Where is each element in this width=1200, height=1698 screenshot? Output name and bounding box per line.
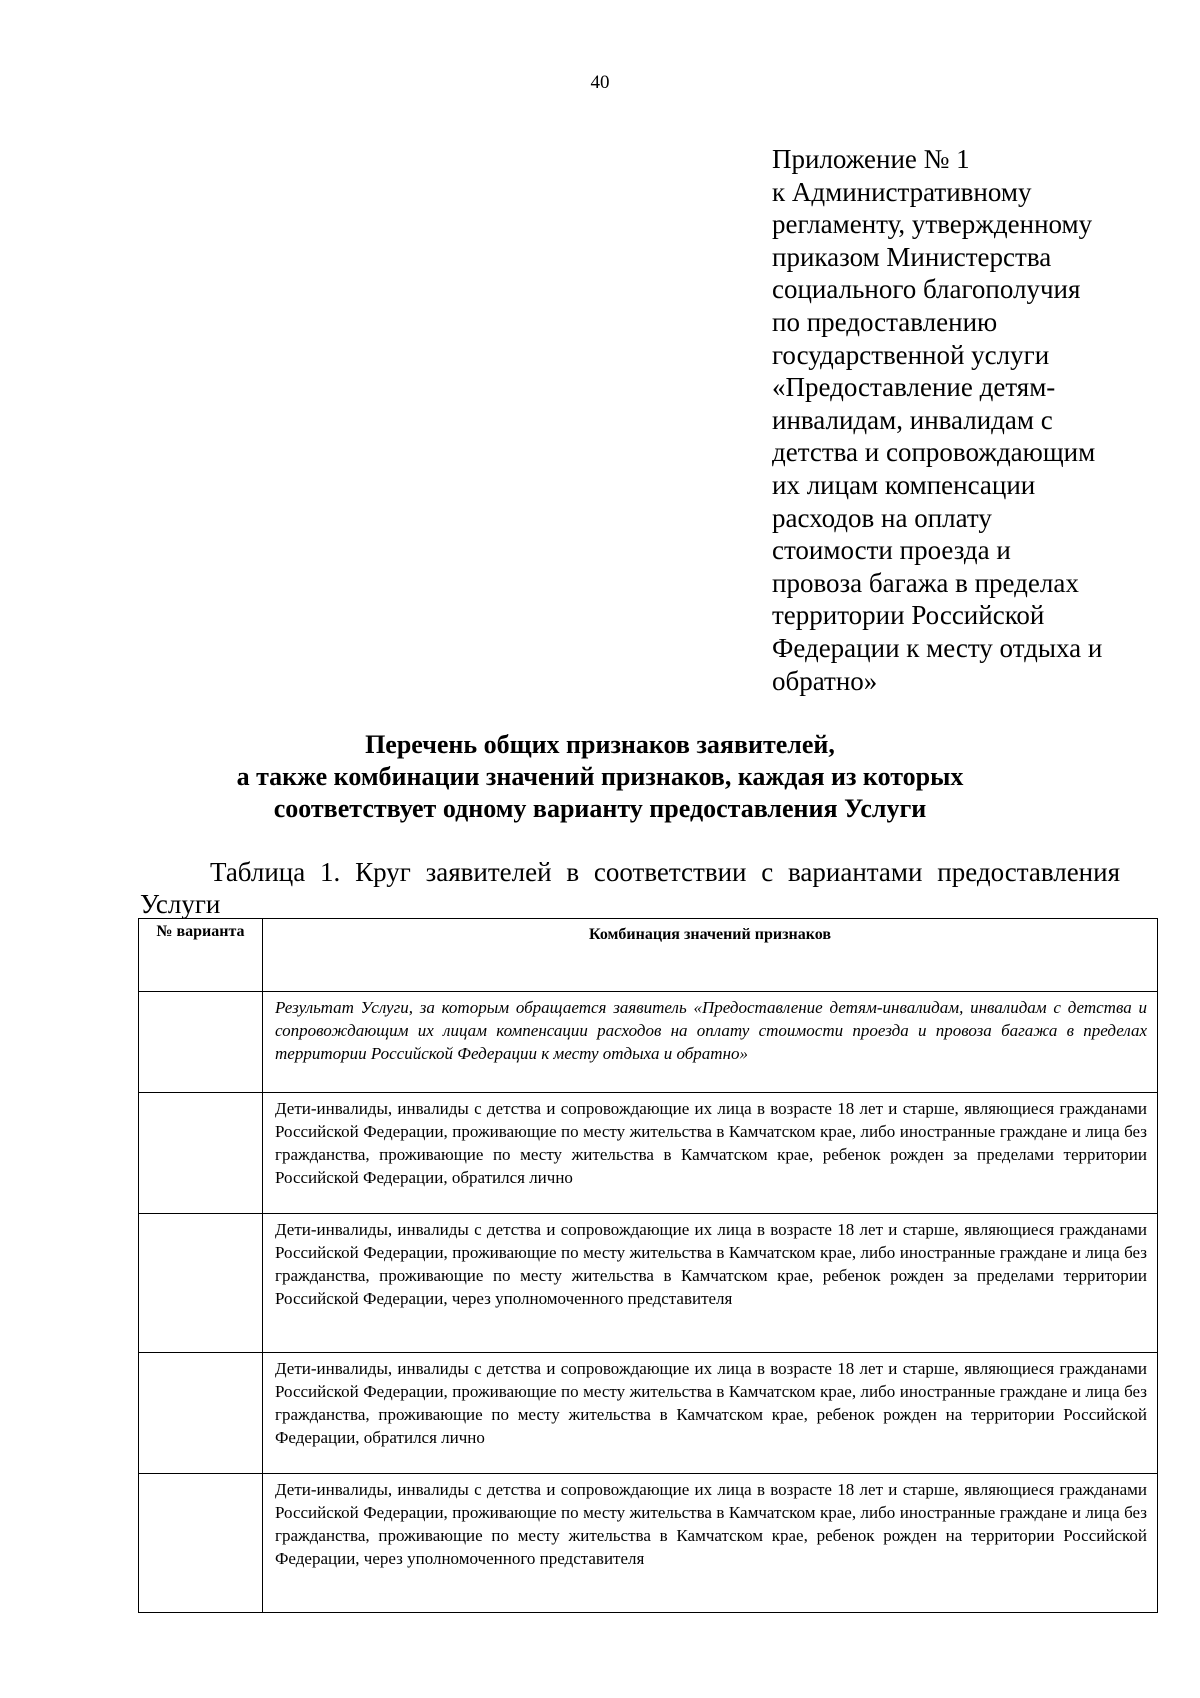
- appendix-line: приказом Министерства: [772, 241, 1052, 272]
- table-row: [139, 1474, 1158, 1613]
- appendix-line: стоимости проезда и: [772, 535, 1011, 566]
- appendix-line: к Административному: [772, 176, 1032, 207]
- appendix-line: регламенту, утвержденному: [772, 209, 1093, 240]
- appendix-line: территории Российской: [772, 600, 1045, 631]
- appendix-line: расходов на оплату: [772, 502, 992, 533]
- table-row: [139, 1214, 1158, 1353]
- header-variant-number: № варианта: [139, 919, 263, 992]
- appendix-note: [772, 143, 1172, 697]
- variant-number-cell: [139, 1353, 263, 1474]
- result-cell: Результат Услуги, за которым обращается заявитель «Предоставление детям-инвалидам, инвалидам с детства и сопровождающим их лицам компенсации расходов на оплату стоимости проезда и провоза багажа в пределах территории Российской Федерации к месту отдыха и обратно»: [263, 992, 1158, 1093]
- heading-line-1: Перечень общих признаков заявителей,: [365, 730, 835, 759]
- appendix-line: детства и сопровождающим: [772, 437, 1096, 468]
- combination-cell: Дети-инвалиды, инвалиды с детства и сопровождающие их лица в возрасте 18 лет и старше, являющиеся гражданами Российской Федерации, проживающие по месту жительства в Камчатском крае, либо иностранные граждане и лица без гражданства, проживающие по месту жительства в Камчатском крае, ребенок рожден на территории Российской Федерации, через уполномоченного представителя: [263, 1474, 1158, 1613]
- caption-line-2: Услуги: [140, 889, 221, 919]
- table-row: [139, 1093, 1158, 1214]
- heading-line-3: соответствует одному варианту предоставления Услуги: [273, 794, 927, 823]
- appendix-line: «Предоставление детям-: [772, 372, 1056, 403]
- variant-number-cell: [139, 1474, 263, 1613]
- table-header-row: [139, 919, 1158, 992]
- variant-number-cell: [139, 992, 263, 1093]
- combination-cell: Дети-инвалиды, инвалиды с детства и сопровождающие их лица в возрасте 18 лет и старше, являющиеся гражданами Российской Федерации, проживающие по месту жительства в Камчатском крае, либо иностранные граждане и лица без гражданства, проживающие по месту жительства в Камчатском крае, ребенок рожден за пределами территории Российской Федерации, через уполномоченного представителя: [263, 1214, 1158, 1353]
- variants-table: [138, 918, 1158, 1613]
- appendix-line: Федерации к месту отдыха и: [772, 632, 1103, 663]
- table-caption: [140, 856, 1120, 920]
- header-combination: Комбинация значений признаков: [263, 919, 1158, 992]
- heading-line-2: а также комбинации значений признаков, каждая из которых: [236, 762, 964, 791]
- appendix-line: инвалидам, инвалидам с: [772, 404, 1053, 435]
- page-number: 40: [590, 72, 610, 93]
- table-row-result: [139, 992, 1158, 1093]
- appendix-line: провоза багажа в пределах: [772, 567, 1079, 598]
- appendix-line: обратно»: [772, 665, 878, 696]
- variant-number-cell: [139, 1093, 263, 1214]
- table-row: [139, 1353, 1158, 1474]
- caption-line-1: Таблица 1. Круг заявителей в соответствии с вариантами предоставления: [210, 857, 1120, 887]
- appendix-line: по предоставлению: [772, 306, 998, 337]
- appendix-line: их лицам компенсации: [772, 469, 1036, 500]
- document-heading: [0, 729, 1200, 825]
- appendix-line: социального благополучия: [772, 274, 1081, 305]
- appendix-line: Приложение № 1: [772, 144, 970, 174]
- combination-cell: Дети-инвалиды, инвалиды с детства и сопровождающие их лица в возрасте 18 лет и старше, являющиеся гражданами Российской Федерации, проживающие по месту жительства в Камчатском крае, либо иностранные граждане и лица без гражданства, проживающие по месту жительства в Камчатском крае, ребенок рожден на территории Российской Федерации, обратился лично: [263, 1353, 1158, 1474]
- combination-cell: Дети-инвалиды, инвалиды с детства и сопровождающие их лица в возрасте 18 лет и старше, являющиеся гражданами Российской Федерации, проживающие по месту жительства в Камчатском крае, либо иностранные граждане и лица без гражданства, проживающие по месту жительства в Камчатском крае, ребенок рожден за пределами территории Российской Федерации, обратился лично: [263, 1093, 1158, 1214]
- variant-number-cell: [139, 1214, 263, 1353]
- appendix-line: государственной услуги: [772, 339, 1050, 370]
